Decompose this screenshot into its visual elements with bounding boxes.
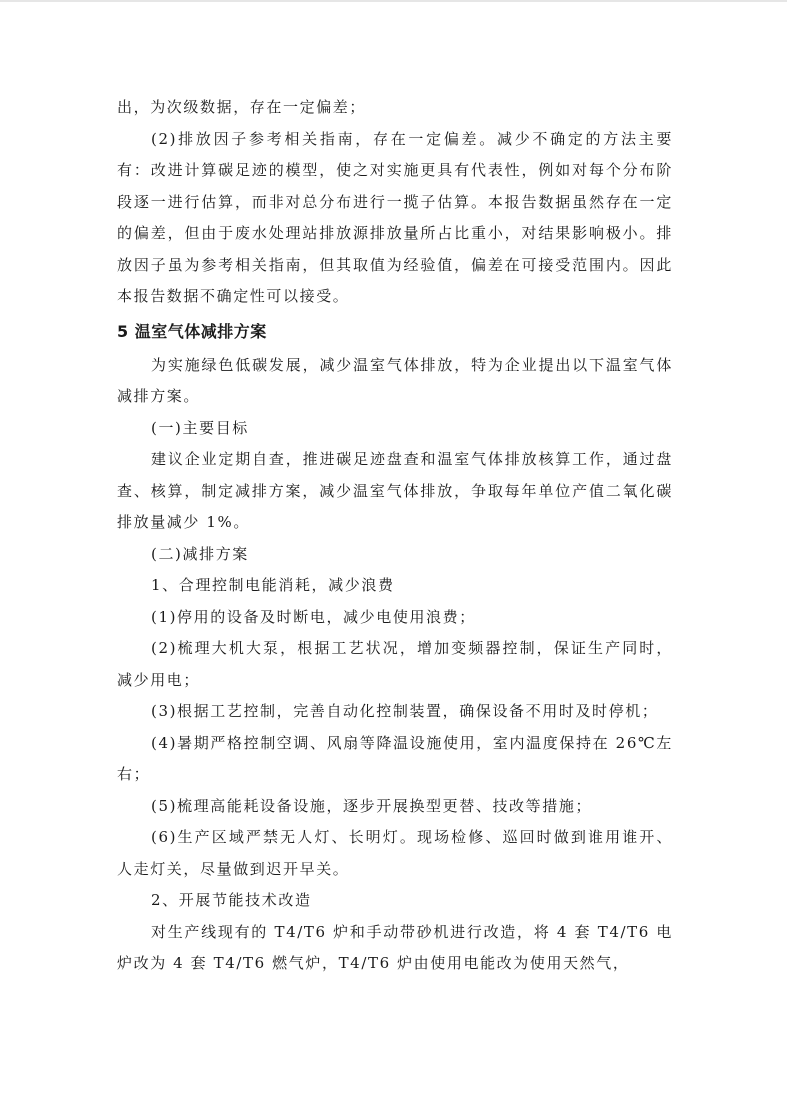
list-item: (1)停用的设备及时断电，减少电使用浪费； — [151, 607, 476, 626]
subheading: (二)减排方案 — [151, 544, 249, 563]
paragraph: 建议企业定期自查，推进碳足迹盘查和温室气体排放核算工作，通过盘查、核算，制定减排方案，减少温室气体排放，争取每年单位产值二氧化碳排放量减少 1%。 — [117, 450, 673, 531]
list-item: (3)根据工艺控制，完善自动化控制装置，确保设备不用时及时停机； — [151, 702, 659, 720]
list-item: (2)梳理大机大泵，根据工艺状况，增加变频器控制，保证生产同时，减少用电； — [117, 639, 673, 689]
section-heading: 5 温室气体减排方案 — [117, 321, 267, 341]
top-border — [0, 0, 787, 2]
document-body — [117, 92, 673, 980]
paragraph: 出，为次级数据，存在一定偏差； — [117, 98, 367, 116]
paragraph: (2)排放因子参考相关指南，存在一定偏差。减少不确定的方法主要有：改进计算碳足迹的模型，使之对实施更具有代表性，例如对每个分布阶段逐一进行估算，而非对总分布进行一揽子估算。本报告数据虽然存在一定的偏差，但由于废水处理站排放源排放量所占比重小，对结果影响极小。排放因子虽为参考相关指南，但其取值为经验值，偏差在可接受范围内。因此本报告数据不确定性可以接受。 — [117, 129, 673, 305]
list-heading: 2、开展节能技术改造 — [151, 891, 312, 909]
list-item: (4)暑期严格控制空调、风扇等降温设施使用，室内温度保持在 26℃左右； — [117, 733, 673, 783]
list-heading: 1、合理控制电能消耗，减少浪费 — [151, 576, 395, 594]
paragraph: 对生产线现有的 T4/T6 炉和手动带砂机进行改造，将 4 套 T4/T6 电炉改为 4 套 T4/T6 燃气炉，T4/T6 炉由使用电能改为使用天然气， — [117, 922, 673, 972]
paragraph: 为实施绿色低碳发展，减少温室气体排放，特为企业提出以下温室气体减排方案。 — [117, 355, 673, 405]
list-item: (5)梳理高能耗设备设施，逐步开展换型更替、技改等措施； — [151, 796, 593, 815]
list-item: (6)生产区域严禁无人灯、长明灯。现场检修、巡回时做到谁用谁开、人走灯关，尽量做到迟开早关。 — [117, 828, 673, 878]
subheading: (一)主要目标 — [151, 418, 249, 437]
